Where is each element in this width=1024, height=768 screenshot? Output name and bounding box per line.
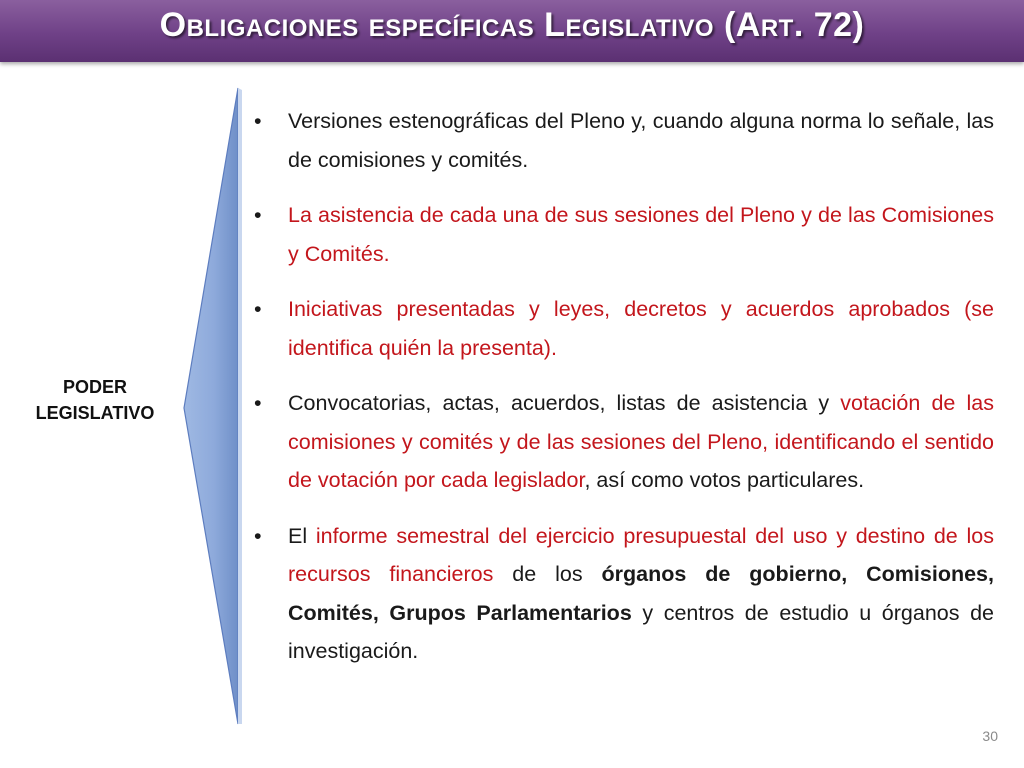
category-label bbox=[20, 374, 170, 426]
bullet-dot-icon: • bbox=[254, 203, 262, 227]
bullet-text-segment: Versiones estenográficas del Pleno y, cuando alguna norma lo señale, las de comisiones y comités. bbox=[288, 109, 994, 172]
title-bar bbox=[0, 0, 1024, 62]
bullet-text-segment: Iniciativas presentadas y leyes, decretos y acuerdos aprobados (se identifica quién la presenta). bbox=[288, 297, 994, 360]
bullet-text-segment: votación de las comisiones y comités y de las sesiones del Pleno, identificando el sentido de votación por cada legislador bbox=[288, 391, 994, 492]
bullet-text-segment: informe semestral del ejercicio presupuestal del uso y destino de los recursos financieros bbox=[288, 523, 994, 586]
page-number: 30 bbox=[982, 728, 998, 744]
bullet-text-segment: órganos de gobierno, Comisiones, Comités, Grupos Parlamentarios bbox=[288, 562, 994, 625]
left-brace-shape bbox=[180, 86, 242, 728]
bullet-item bbox=[254, 517, 994, 671]
bullet-dot-icon: • bbox=[254, 109, 262, 133]
category-label-line2: LEGISLATIVO bbox=[35, 403, 155, 423]
bullet-list bbox=[254, 102, 994, 688]
bullet-dot-icon: • bbox=[254, 523, 262, 548]
bullet-text-segment: El bbox=[288, 523, 316, 548]
bullet-item bbox=[254, 384, 994, 500]
bullet-dot-icon: • bbox=[254, 297, 262, 321]
bullet-text-segment: , así como votos particulares. bbox=[584, 468, 865, 492]
bullet-text-segment: Convocatorias, actas, acuerdos, listas de asistencia y bbox=[288, 391, 841, 415]
bullet-text-segment: La asistencia de cada una de sus sesiones del Pleno y de las Comisiones y Comités. bbox=[288, 203, 994, 266]
slide-title: Obligaciones específicas Legislativo (Art. 72) bbox=[159, 6, 865, 44]
category-label-line1: PODER bbox=[62, 377, 127, 397]
bullet-item bbox=[254, 196, 994, 273]
bullet-dot-icon: • bbox=[254, 391, 262, 415]
bullet-item bbox=[254, 102, 994, 179]
bullet-text-segment: de los bbox=[493, 562, 602, 586]
bullet-item bbox=[254, 290, 994, 367]
bullet-text-segment: y centros de estudio u órganos de investigación. bbox=[288, 600, 994, 663]
